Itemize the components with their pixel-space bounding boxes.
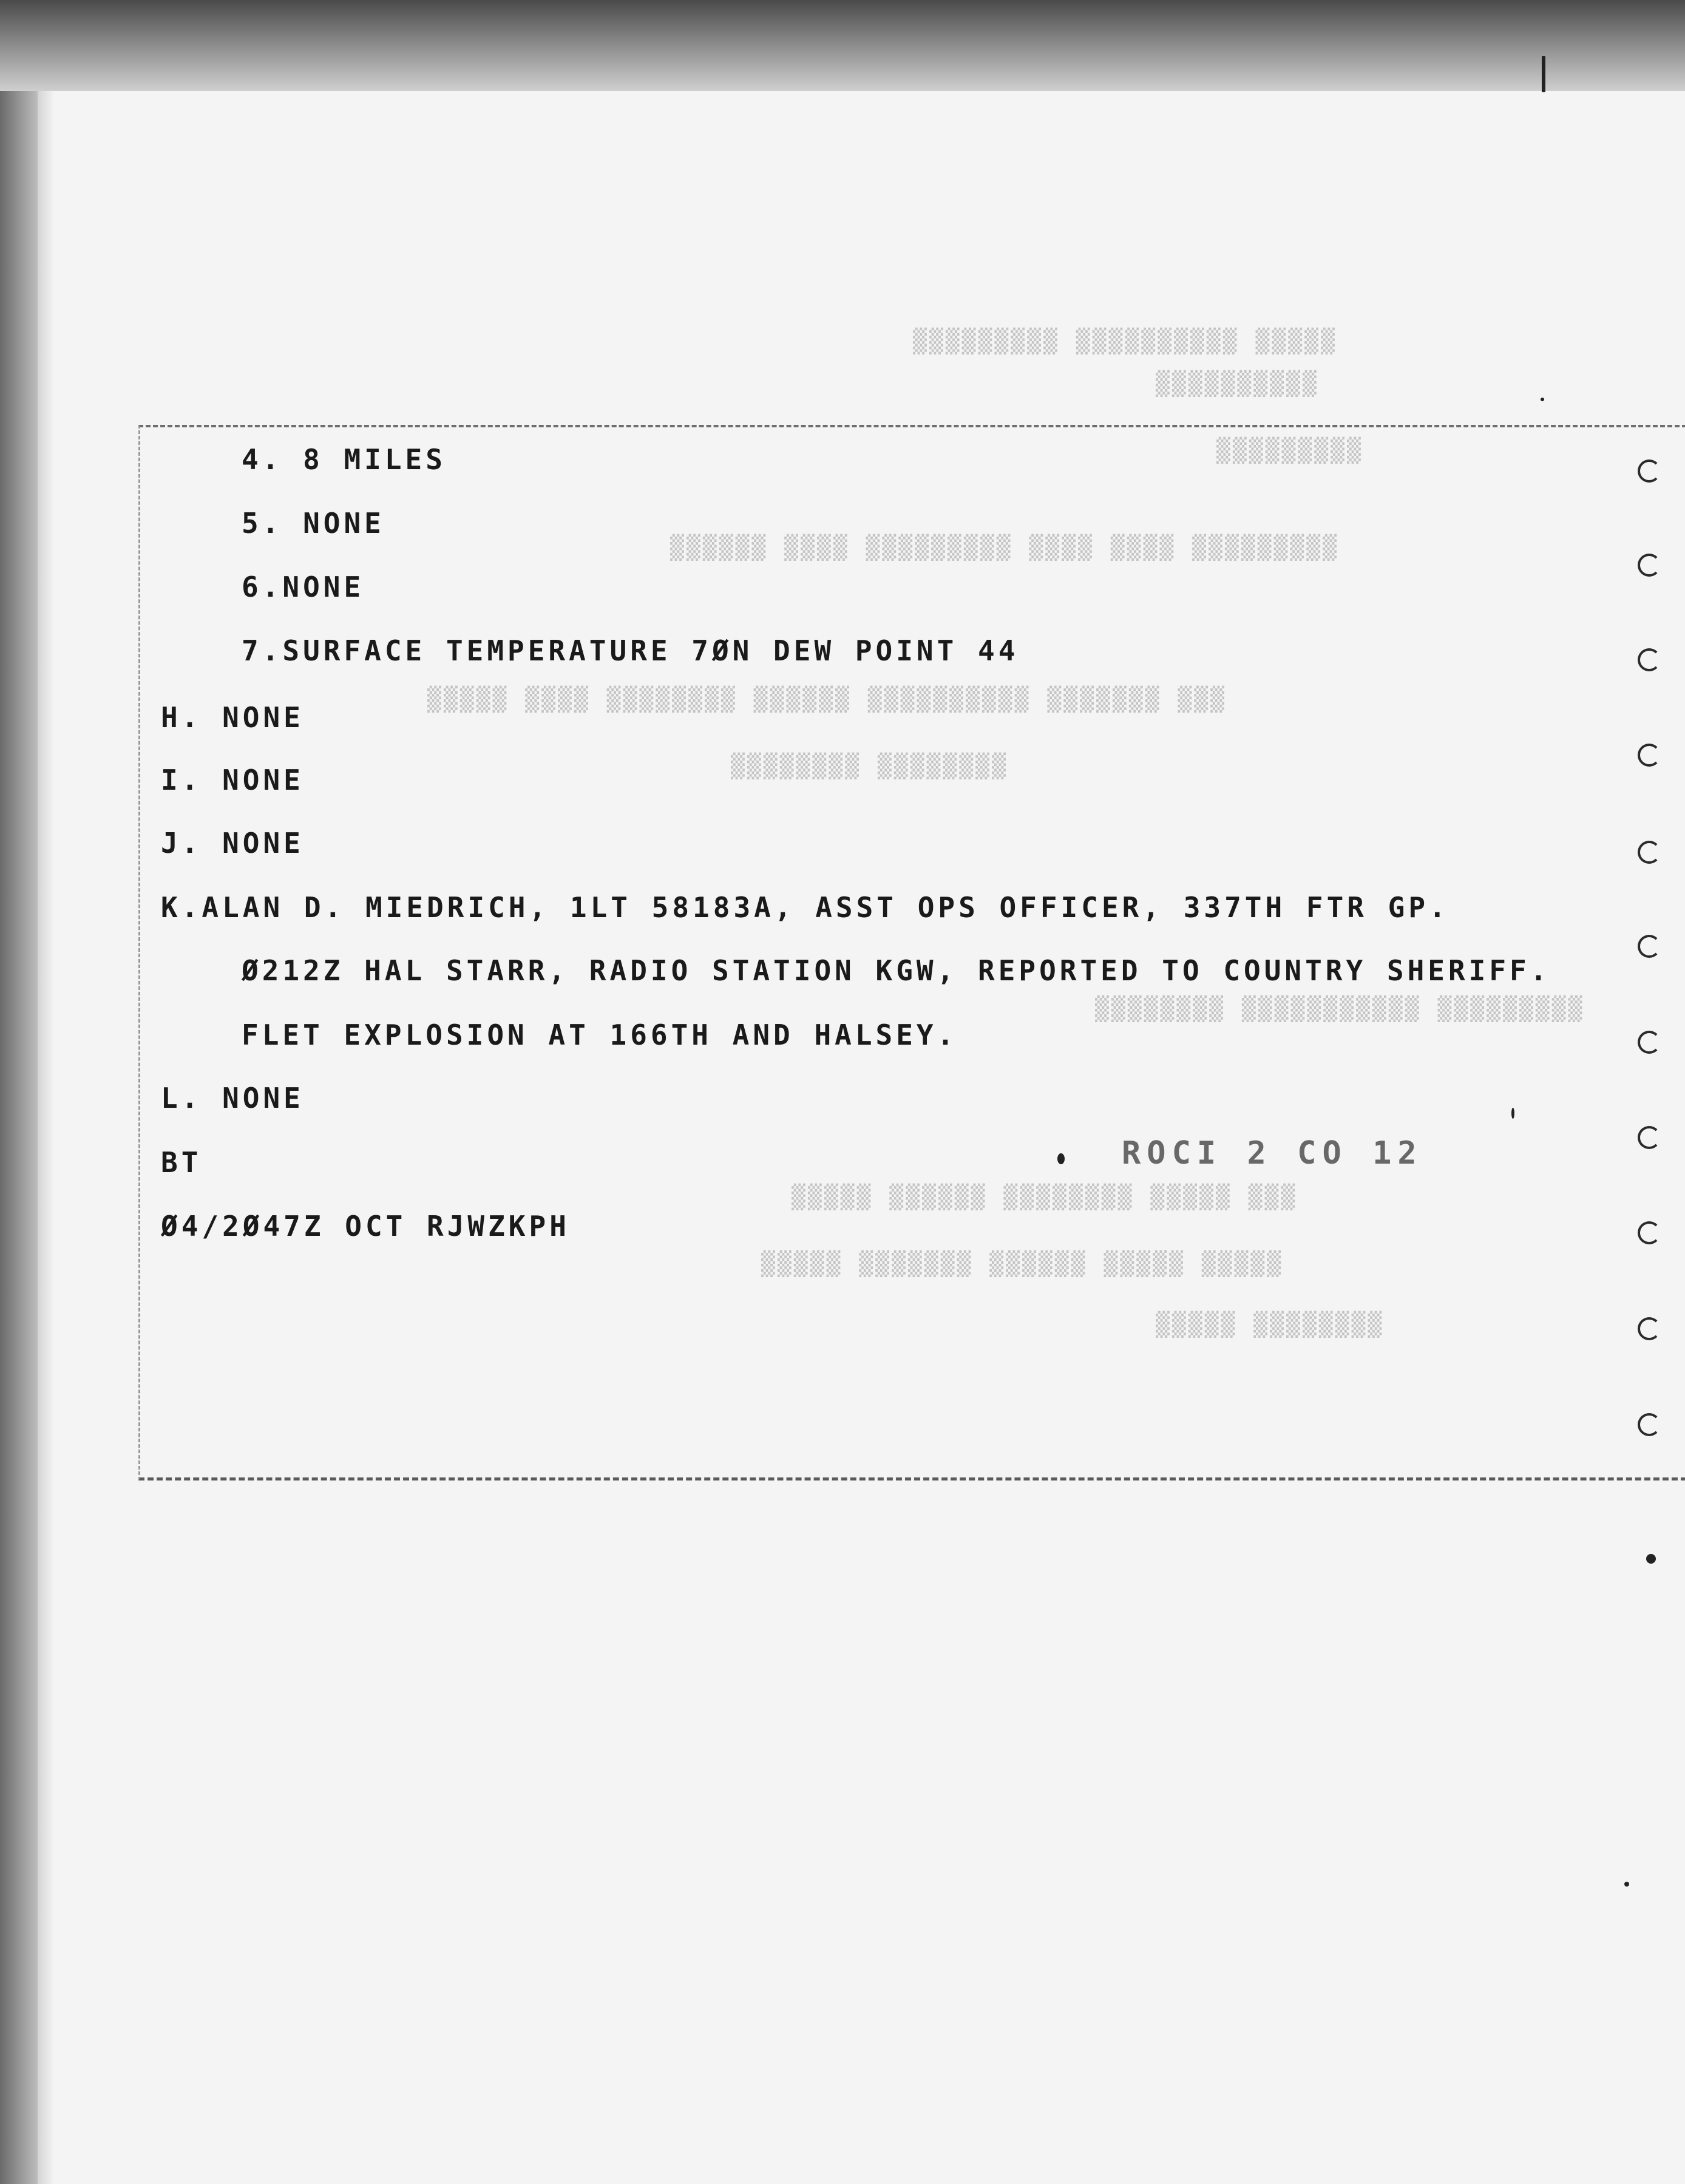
film-left-edge [0, 91, 38, 2184]
feed-hole-icon [1638, 1413, 1661, 1436]
feed-hole-icon [1638, 1126, 1661, 1149]
page-shadow [38, 91, 53, 2184]
bleed-through-text: ▒▒▒ ▒▒▒▒▒▒▒ ▒▒▒▒▒▒▒▒▒▒ ▒▒▒▒▒▒ ▒▒▒▒▒▒▒▒ ▒▒▒▒ ▒▒▒▒▒ [425, 686, 1225, 713]
feed-hole-icon [1638, 1221, 1661, 1244]
feed-hole-icon [1638, 1317, 1661, 1340]
scan-speck [1624, 1882, 1629, 1887]
bleed-through-text: ▒▒▒ ▒▒▒▒▒ ▒▒▒▒▒▒▒▒ ▒▒▒▒▒▒ ▒▒▒▒▒ [789, 1184, 1295, 1210]
bleed-through-text: ▒▒▒▒▒ ▒▒▒▒▒▒▒▒▒▒ ▒▒▒▒▒▒▒▒▒ [910, 328, 1335, 354]
feed-hole-icon [1638, 744, 1661, 767]
feed-hole-icon [1638, 841, 1661, 864]
stamp-dot [1057, 1153, 1065, 1164]
received-stamp: ROCI 2 CO 12 [1122, 1135, 1423, 1172]
bleed-through-text: ▒▒▒▒▒▒▒▒▒▒ [1153, 370, 1317, 397]
feed-hole-icon [1638, 460, 1661, 483]
item-h: H. NONE [161, 701, 304, 734]
feed-hole-icon [1638, 1031, 1661, 1054]
bleed-through-text: ▒▒▒▒▒▒▒▒ ▒▒▒▒▒▒▒▒ [728, 753, 1006, 779]
bleed-through-text: ▒▒▒▒▒▒▒▒▒ [1214, 437, 1361, 464]
item-5: 5. NONE [242, 507, 385, 540]
feed-hole-icon [1638, 554, 1661, 577]
feed-hole-icon [1638, 935, 1661, 958]
item-k-explosion-location: FLET EXPLOSION AT 166TH AND HALSEY. [242, 1019, 958, 1051]
scan-speck [1541, 398, 1544, 401]
scan-speck [1511, 1108, 1514, 1119]
item-6: 6.NONE [242, 571, 365, 603]
date-time-group: Ø4/2Ø47Z OCT RJWZKPH [161, 1210, 570, 1243]
scan-speck [1646, 1554, 1656, 1564]
scan-speck [1542, 56, 1545, 92]
bleed-through-text: ▒▒▒▒▒▒▒▒▒ ▒▒▒▒▒▒▒▒▒▒▒ ▒▒▒▒▒▒▒▒ [1093, 995, 1582, 1022]
film-top-edge [0, 0, 1685, 91]
bleed-through-text: ▒▒▒▒▒ ▒▒▒▒▒ ▒▒▒▒▒▒ ▒▒▒▒▒▒▒ ▒▒▒▒▒ [759, 1250, 1281, 1277]
item-4-visibility: 4. 8 MILES [242, 443, 446, 476]
break-marker: BT [161, 1146, 202, 1179]
teletype-sheet [138, 425, 1685, 1480]
bleed-through-text: ▒▒▒▒▒▒▒▒▒ ▒▒▒▒ ▒▒▒▒ ▒▒▒▒▒▒▒▒▒ ▒▒▒▒ ▒▒▒▒▒▒ [668, 534, 1337, 561]
item-j: J. NONE [161, 827, 304, 860]
item-k-report-detail: Ø212Z HAL STARR, RADIO STATION KGW, REPORTED TO COUNTRY SHERIFF. [242, 954, 1551, 987]
item-l: L. NONE [161, 1082, 304, 1114]
item-7-surface-temperature: 7.SURFACE TEMPERATURE 7ØN DEW POINT 44 [242, 634, 1019, 667]
item-k-reporting-officer: K.ALAN D. MIEDRICH, 1LT 58183A, ASST OPS OFFICER, 337TH FTR GP. [161, 891, 1449, 924]
bleed-through-text: ▒▒▒▒▒▒▒▒ ▒▒▒▒▒ [1153, 1311, 1382, 1338]
feed-hole-icon [1638, 648, 1661, 671]
item-i: I. NONE [161, 764, 304, 796]
